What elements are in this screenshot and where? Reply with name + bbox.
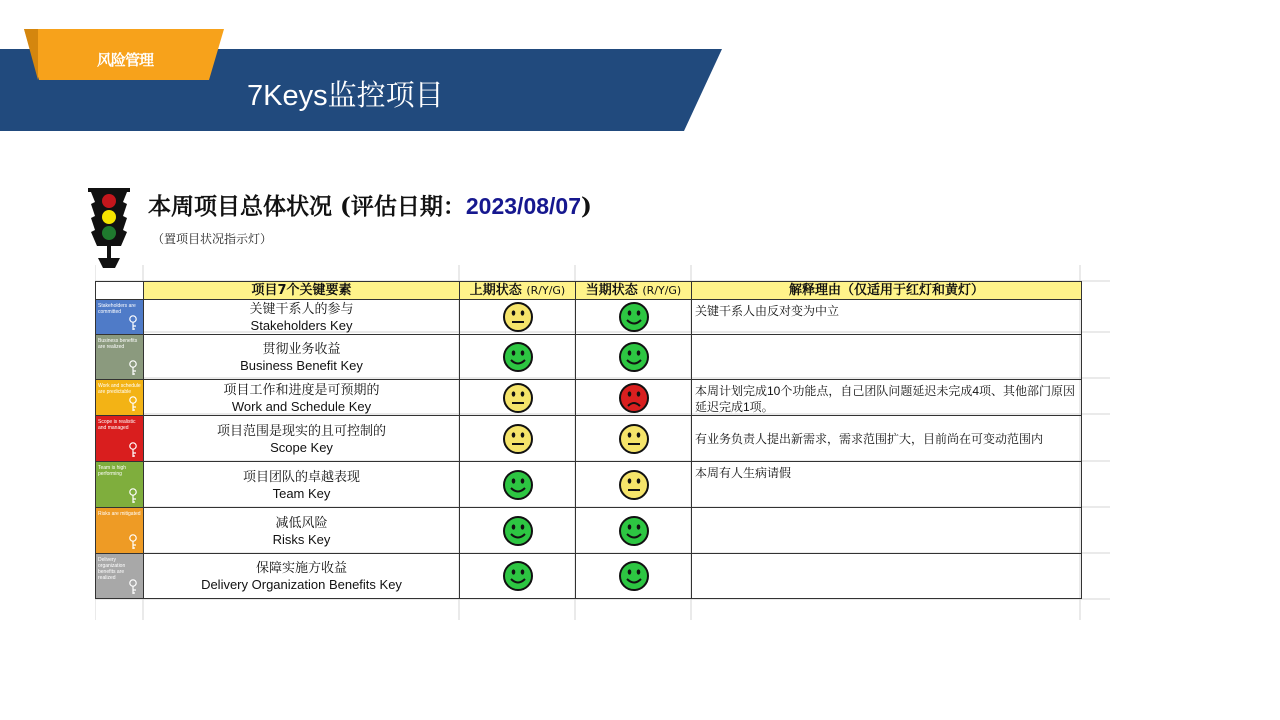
key-name-cell <box>144 380 460 416</box>
key-name-cell <box>144 554 460 599</box>
header-prev-rgy: (R/Y/G) <box>526 284 566 297</box>
key-swatch <box>96 416 144 462</box>
header-prev-status <box>460 282 576 300</box>
key-name-en: Business Benefit Key <box>240 358 363 373</box>
key-swatch <box>96 462 144 508</box>
key-icon <box>128 534 138 550</box>
table-header-row <box>96 282 1082 300</box>
header-swatch <box>96 282 144 300</box>
table-row <box>96 300 1082 335</box>
sad-face-icon <box>618 382 650 414</box>
key-name-cn: 项目范围是现实的且可控制的 <box>216 422 386 438</box>
key-name-en: Stakeholders Key <box>250 318 353 333</box>
key-swatch <box>96 380 144 416</box>
curr-status-cell <box>576 300 692 335</box>
header-prev-label: 上期状态 <box>469 283 522 298</box>
smiley-face-icon <box>618 560 650 592</box>
key-name-cn: 保障实施方收益 <box>255 560 347 575</box>
neutral-face-icon <box>502 423 534 455</box>
section-tab-label: 风险管理 <box>97 51 154 69</box>
key-icon <box>128 579 138 595</box>
curr-status-cell <box>576 554 692 599</box>
reason-cell: 有业务负责人提出新需求，需求范围扩大，目前尚在可变动范围内 <box>692 416 1082 462</box>
key-swatch-text: Team is high performing <box>98 465 127 477</box>
table-row <box>96 508 1082 554</box>
key-icon <box>128 396 138 412</box>
key-name-cell <box>144 508 460 554</box>
smiley-face-icon <box>618 301 650 333</box>
key-icon <box>128 360 138 376</box>
smiley-face-icon <box>502 560 534 592</box>
neutral-face-icon <box>502 382 534 414</box>
seven-keys-table <box>95 281 1082 599</box>
key-name-cn: 项目工作和进度是可预期的 <box>223 381 380 397</box>
curr-status-cell <box>576 462 692 508</box>
key-name-cn: 关键干系人的参与 <box>249 301 354 316</box>
reason-cell: 本周计划完成10个功能点，自己团队问题延迟未完成4项、其他部门原因延迟完成1项。 <box>692 380 1082 416</box>
key-name-cell <box>144 416 460 462</box>
smiley-face-icon <box>618 341 650 373</box>
slide-title: 7Keys监控项目 <box>247 80 444 112</box>
key-icon <box>128 488 138 504</box>
key-name-cn: 项目团队的卓越表现 <box>242 468 360 484</box>
prev-status-cell <box>460 416 576 462</box>
table-row <box>96 416 1082 462</box>
prev-status-cell <box>460 508 576 554</box>
key-name-en: Scope Key <box>270 439 333 455</box>
header-curr-rgy: (R/Y/G) <box>642 284 682 297</box>
key-icon <box>128 315 138 331</box>
header-reason: 解释理由（仅适用于红灯和黄灯） <box>692 282 1082 300</box>
key-swatch-text: Stakeholders are committed <box>98 303 136 315</box>
table-row <box>96 554 1082 599</box>
prev-status-cell <box>460 380 576 416</box>
reason-cell <box>692 335 1082 380</box>
prev-status-cell <box>460 554 576 599</box>
status-subtitle: （置项目状况指示灯） <box>152 232 273 246</box>
header-curr-status <box>576 282 692 300</box>
header-curr-label: 当期状态 <box>585 283 638 298</box>
neutral-face-icon <box>618 469 650 501</box>
header-key: 项目7个关键要素 <box>144 282 460 300</box>
smiley-face-icon <box>618 515 650 547</box>
key-name-cell <box>144 300 460 335</box>
table-row <box>96 462 1082 508</box>
neutral-face-icon <box>618 423 650 455</box>
curr-status-cell <box>576 335 692 380</box>
prev-status-cell <box>460 462 576 508</box>
key-swatch-text: Business benefits are realized <box>98 338 138 350</box>
smiley-face-icon <box>502 341 534 373</box>
key-swatch-text: Scope is realistic and managed <box>98 419 136 431</box>
key-name-en: Work and Schedule Key <box>231 398 372 414</box>
prev-status-cell <box>460 300 576 335</box>
traffic-light-icon <box>88 186 130 270</box>
key-swatch-text: Work and schedule are predictable <box>98 383 141 395</box>
key-name-cn: 贯彻业务收益 <box>262 341 341 356</box>
key-swatch <box>96 300 144 335</box>
smiley-face-icon <box>502 515 534 547</box>
key-name-en: Risks Key <box>272 531 331 547</box>
reason-cell: 本周有人生病请假 <box>692 462 1082 508</box>
curr-status-cell <box>576 380 692 416</box>
table-row <box>96 335 1082 380</box>
status-title-suffix: ) <box>581 193 592 220</box>
smiley-face-icon <box>502 469 534 501</box>
key-name-cell <box>144 335 460 380</box>
key-name-en: Delivery Organization Benefits Key <box>201 577 402 592</box>
key-name-cn: 减低风险 <box>275 514 328 530</box>
assessment-date: 2023/08/07 <box>465 193 582 219</box>
key-swatch-text: Delivery organization benefits are realized <box>98 557 126 581</box>
key-swatch-text: Risks are mitigated <box>98 511 141 517</box>
curr-status-cell <box>576 416 692 462</box>
neutral-face-icon <box>502 301 534 333</box>
key-name-cell <box>144 462 460 508</box>
key-icon <box>128 442 138 458</box>
status-title-prefix: 本周项目总体状况 (评估日期： <box>148 193 466 220</box>
table-row <box>96 380 1082 416</box>
key-swatch <box>96 508 144 554</box>
key-name-en: Team Key <box>272 485 331 501</box>
reason-cell: 关键干系人由反对变为中立 <box>692 300 1082 335</box>
status-title <box>148 188 592 221</box>
key-swatch <box>96 335 144 380</box>
reason-cell <box>692 554 1082 599</box>
curr-status-cell <box>576 508 692 554</box>
key-swatch <box>96 554 144 599</box>
reason-cell <box>692 508 1082 554</box>
prev-status-cell <box>460 335 576 380</box>
